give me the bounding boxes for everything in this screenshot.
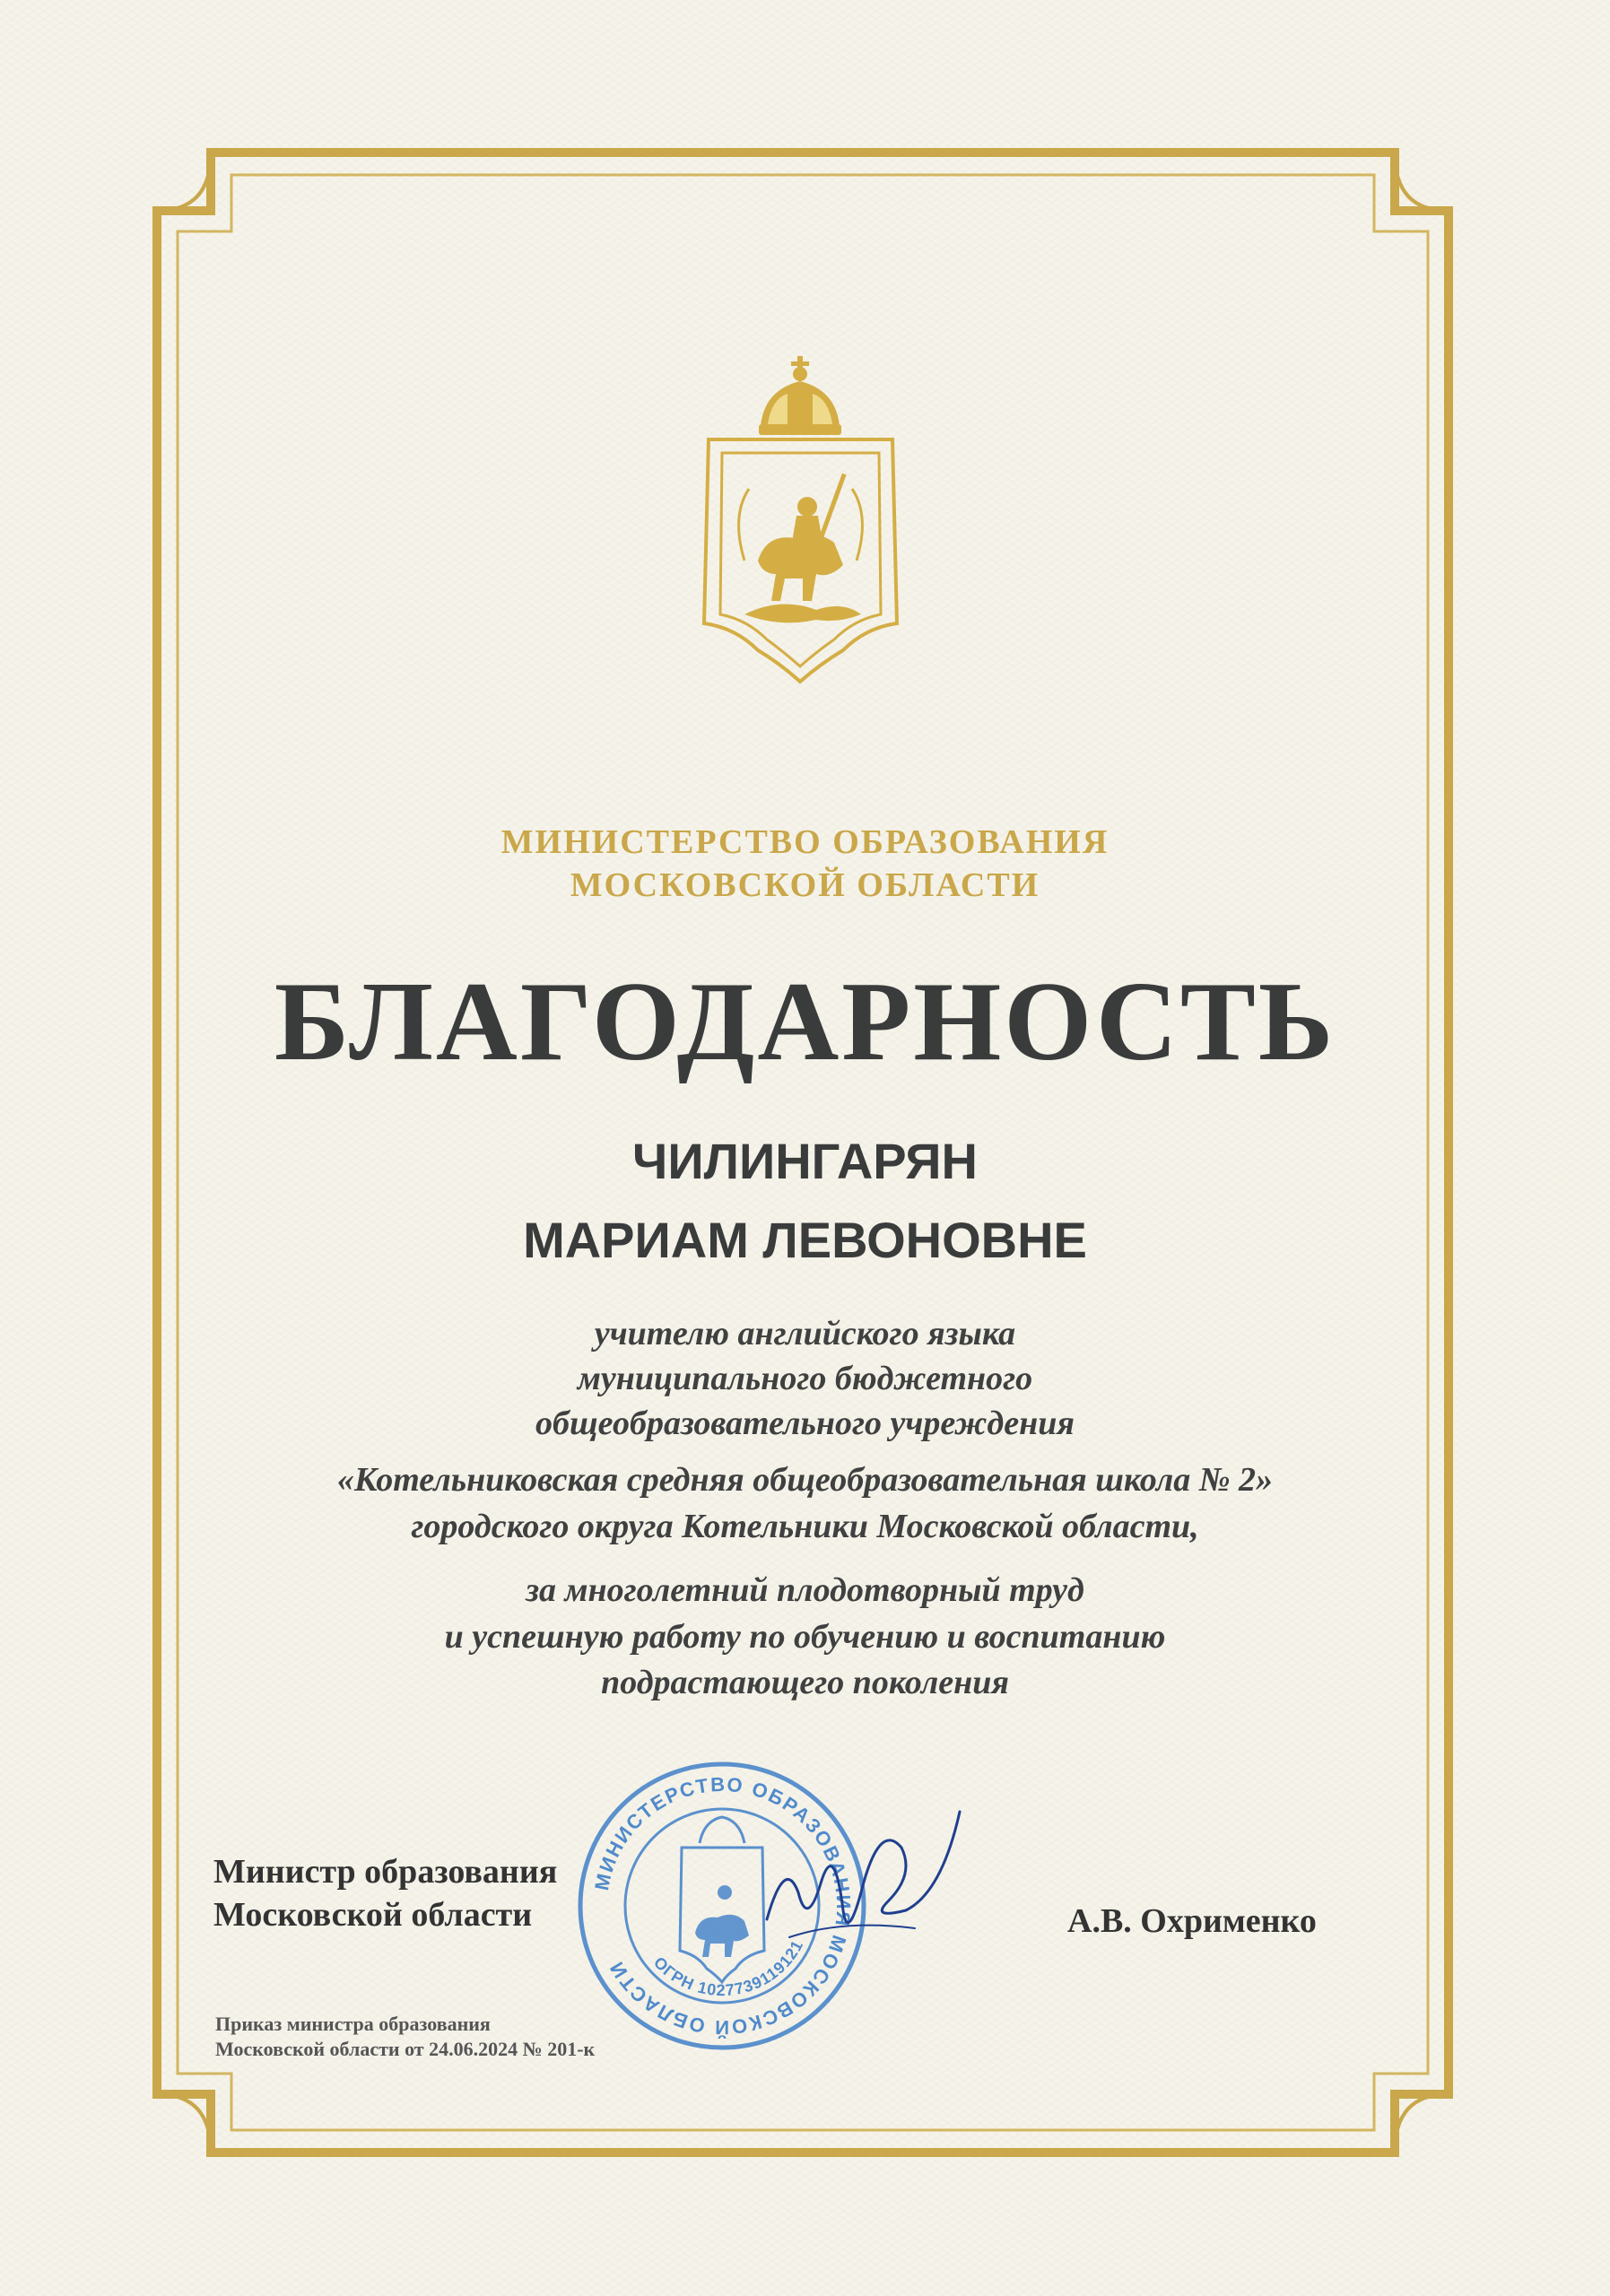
signatory-title-line1: Министр образования bbox=[213, 1853, 558, 1891]
document-title: БЛАГОДАРНОСТЬ bbox=[274, 960, 1336, 1084]
position-line: общеобразовательного учреждения bbox=[535, 1405, 1075, 1442]
reason-line: за многолетний плодотворный труд bbox=[526, 1571, 1084, 1609]
position-line: городского округа Котельники Московской области, bbox=[411, 1508, 1199, 1545]
moscow-oblast-coat-of-arms bbox=[682, 354, 919, 686]
ministry-name-line1: МИНИСТЕРСТВО ОБРАЗОВАНИЯ bbox=[500, 823, 1110, 861]
recipient-surname: ЧИЛИНГАРЯН bbox=[632, 1133, 978, 1189]
reason-line: подрастающего поколения bbox=[601, 1664, 1009, 1701]
position-line: муниципального бюджетного bbox=[577, 1360, 1033, 1397]
svg-text:ОГРН 1027739119121: ОГРН 1027739119121 bbox=[649, 1936, 807, 2000]
handwritten-signature bbox=[735, 1785, 987, 1991]
svg-text:МИНИСТЕРСТВО ОБРАЗОВАНИЯ МОСКО: МИНИСТЕРСТВО ОБРАЗОВАНИЯ МОСКОВСКОЙ ОБЛАСТИ bbox=[590, 1772, 856, 2039]
order-reference-line2: Московской области от 24.06.2024 № 201-к bbox=[215, 2038, 596, 2060]
ministry-name-line2: МОСКОВСКОЙ ОБЛАСТИ bbox=[570, 866, 1040, 904]
position-line: «Котельниковская средняя общеобразовательная школа № 2» bbox=[336, 1461, 1274, 1499]
recipient-given-names: МАРИАМ ЛЕВОНОВНЕ bbox=[523, 1212, 1087, 1268]
position-line: учителю английского языка bbox=[594, 1315, 1016, 1352]
signatory-name: А.В. Охрименко bbox=[1067, 1902, 1317, 1940]
signatory-title-line2: Московской области bbox=[213, 1896, 533, 1934]
reason-line: и успешную работу по обучению и воспитанию bbox=[444, 1618, 1166, 1656]
order-reference-line1: Приказ министра образования bbox=[215, 2013, 491, 2035]
